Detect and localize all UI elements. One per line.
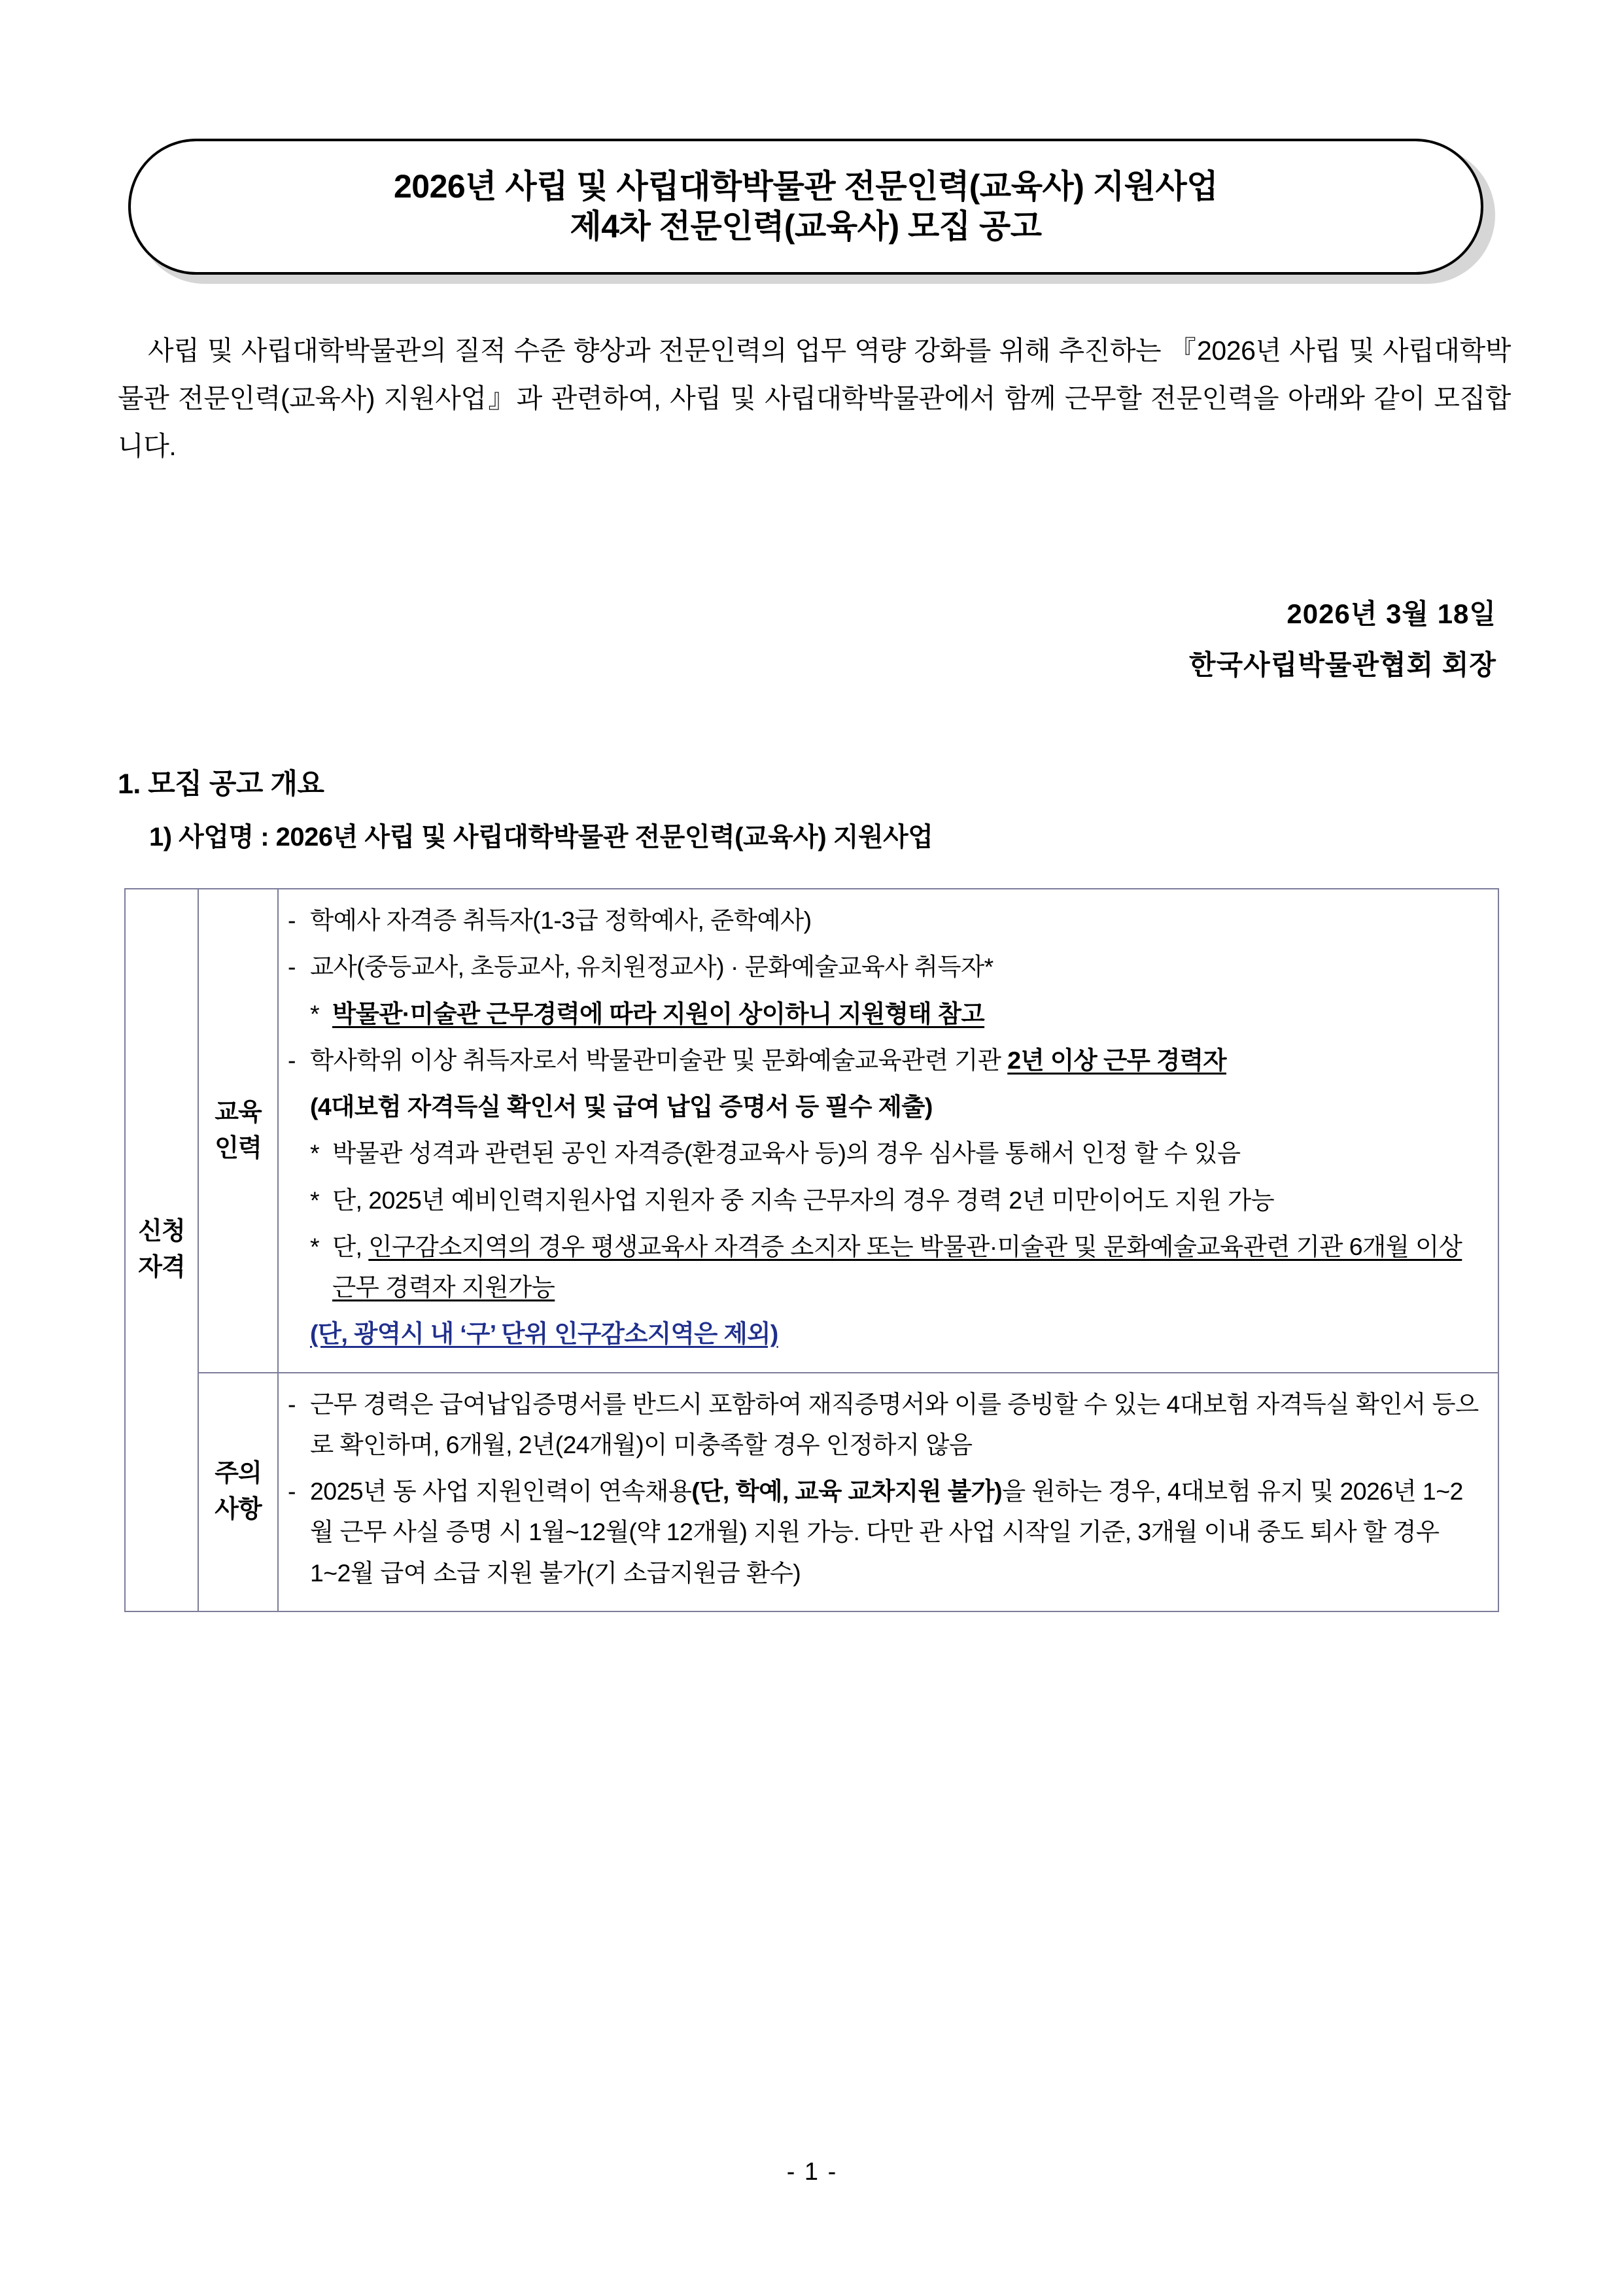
list-text: 2025년 동 사업 지원인력이 연속채용(단, 학예, 교육 교차지원 불가)을 원하는 경우, 4대보험 유지 및 2026년 1~2월 근무 사실 증명 시 1월~12월(약 12개월) 지원 가능. 다만 관 사업 시작일 기준, 3개월 이내 중도 퇴사 할 경우 1~2월 급여 소급 지원 불가(기 소급지원금 환수) [310, 1477, 1463, 1587]
list-marker: - [288, 1390, 296, 1418]
list-marker: * [310, 1232, 319, 1260]
group-label-education-staff [198, 889, 278, 1373]
list-item [288, 1471, 1485, 1593]
intro-text: 사립 및 사립대학박물관의 질적 수준 향상과 전문인력의 업무 역량 강화를 위해 추진하는 『2026년 사립 및 사립대학박물관 전문인력(교육사) 지원사업』과 관련하여, 사립 및 사립대학박물관에서 함께 근무할 전문인력을 아래와 같이 모집합니다. [118, 336, 1511, 461]
qualification-table [124, 888, 1499, 1612]
section-heading: 1. 모집 공고 개요 [118, 768, 324, 800]
list-item [288, 1040, 1485, 1080]
list-item [288, 1384, 1485, 1466]
list-marker: - [288, 1046, 296, 1074]
list-text: 단, 2025년 예비인력지원사업 지원자 중 지속 근무자의 경우 경력 2년 미만이어도 지원 가능 [332, 1186, 1275, 1214]
list-marker: * [310, 1186, 319, 1214]
title-line-2: 제4차 전문인력(교육사) 모집 공고 [570, 208, 1042, 245]
list-item [288, 993, 1485, 1034]
list-item [288, 946, 1485, 987]
group-content-education-staff [278, 889, 1498, 1373]
row-label-line-2: 자격 [138, 1254, 185, 1282]
list-marker: * [310, 999, 319, 1027]
group-content-cautions [278, 1373, 1498, 1611]
list-item [288, 1226, 1485, 1308]
signature-block [1189, 589, 1496, 690]
list-marker: - [288, 1477, 296, 1505]
group-label-line-1: 주의 [215, 1460, 262, 1488]
table-row [125, 1373, 1498, 1611]
list-text: 박물관 성격과 관련된 공인 자격증(환경교육사 등)의 경우 심사를 통해서 인정 할 수 있음 [332, 1139, 1241, 1167]
row-label-line-1: 신청 [138, 1218, 185, 1246]
list-text: 단, 인구감소지역의 경우 평생교육사 자격증 소지자 또는 박물관·미술관 및 문화예술교육관련 기관 6개월 이상 근무 경력자 지원가능 [332, 1232, 1462, 1301]
issuer-name: 한국사립박물관협회 회장 [1189, 649, 1496, 680]
list-item [288, 1313, 1485, 1354]
page-number: - 1 - [786, 2158, 838, 2186]
title-banner [128, 139, 1495, 284]
group-label-cautions [198, 1373, 278, 1611]
list-marker: - [288, 953, 296, 981]
list-text: 학예사 자격증 취득자(1-3급 정학예사, 준학예사) [310, 906, 812, 934]
list-text-emphasis: (단, 학예, 교육 교차지원 불가) [691, 1477, 1002, 1505]
list-text-emphasis: 2년 이상 근무 경력자 [1007, 1046, 1226, 1074]
table-row [125, 889, 1498, 1373]
list-marker: - [288, 906, 296, 934]
list-item [288, 1133, 1485, 1173]
list-item [288, 1180, 1485, 1220]
sub-heading: 1) 사업명 : 2026년 사립 및 사립대학박물관 전문인력(교육사) 지원사업 [149, 823, 933, 852]
list-text: 박물관·미술관 근무경력에 따라 지원이 상이하니 지원형태 참고 [332, 999, 985, 1027]
title-line-1: 2026년 사립 및 사립대학박물관 전문인력(교육사) 지원사업 [393, 168, 1218, 205]
issue-date: 2026년 3월 18일 [1287, 598, 1496, 629]
list-item [288, 900, 1485, 940]
list-text: 근무 경력은 급여납입증명서를 반드시 포함하여 재직증명서와 이를 증빙할 수 있는 4대보험 자격득실 확인서 등으로 확인하며, 6개월, 2년(24개월)이 미충족할 경우 인정하지 않음 [310, 1390, 1479, 1458]
title-box [128, 139, 1483, 275]
row-label-application-qualification [125, 889, 198, 1611]
intro-paragraph [118, 327, 1511, 470]
list-text: 교사(중등교사, 초등교사, 유치원정교사) · 문화예술교육사 취득자* [310, 953, 993, 981]
group-label-line-2: 사항 [215, 1496, 262, 1524]
list-marker: * [310, 1139, 319, 1167]
group-label-line-2: 인력 [215, 1134, 262, 1162]
list-text: 학사학위 이상 취득자로서 박물관미술관 및 문화예술교육관련 기관 2년 이상 근무 경력자 [310, 1046, 1226, 1074]
list-text: (단, 광역시 내 ‘구’ 단위 인구감소지역은 제외) [310, 1320, 778, 1348]
group-label-line-1: 교육 [215, 1098, 262, 1126]
list-item [288, 1086, 1485, 1127]
list-text: (4대보험 자격득실 확인서 및 급여 납입 증명서 등 필수 제출) [310, 1093, 933, 1120]
